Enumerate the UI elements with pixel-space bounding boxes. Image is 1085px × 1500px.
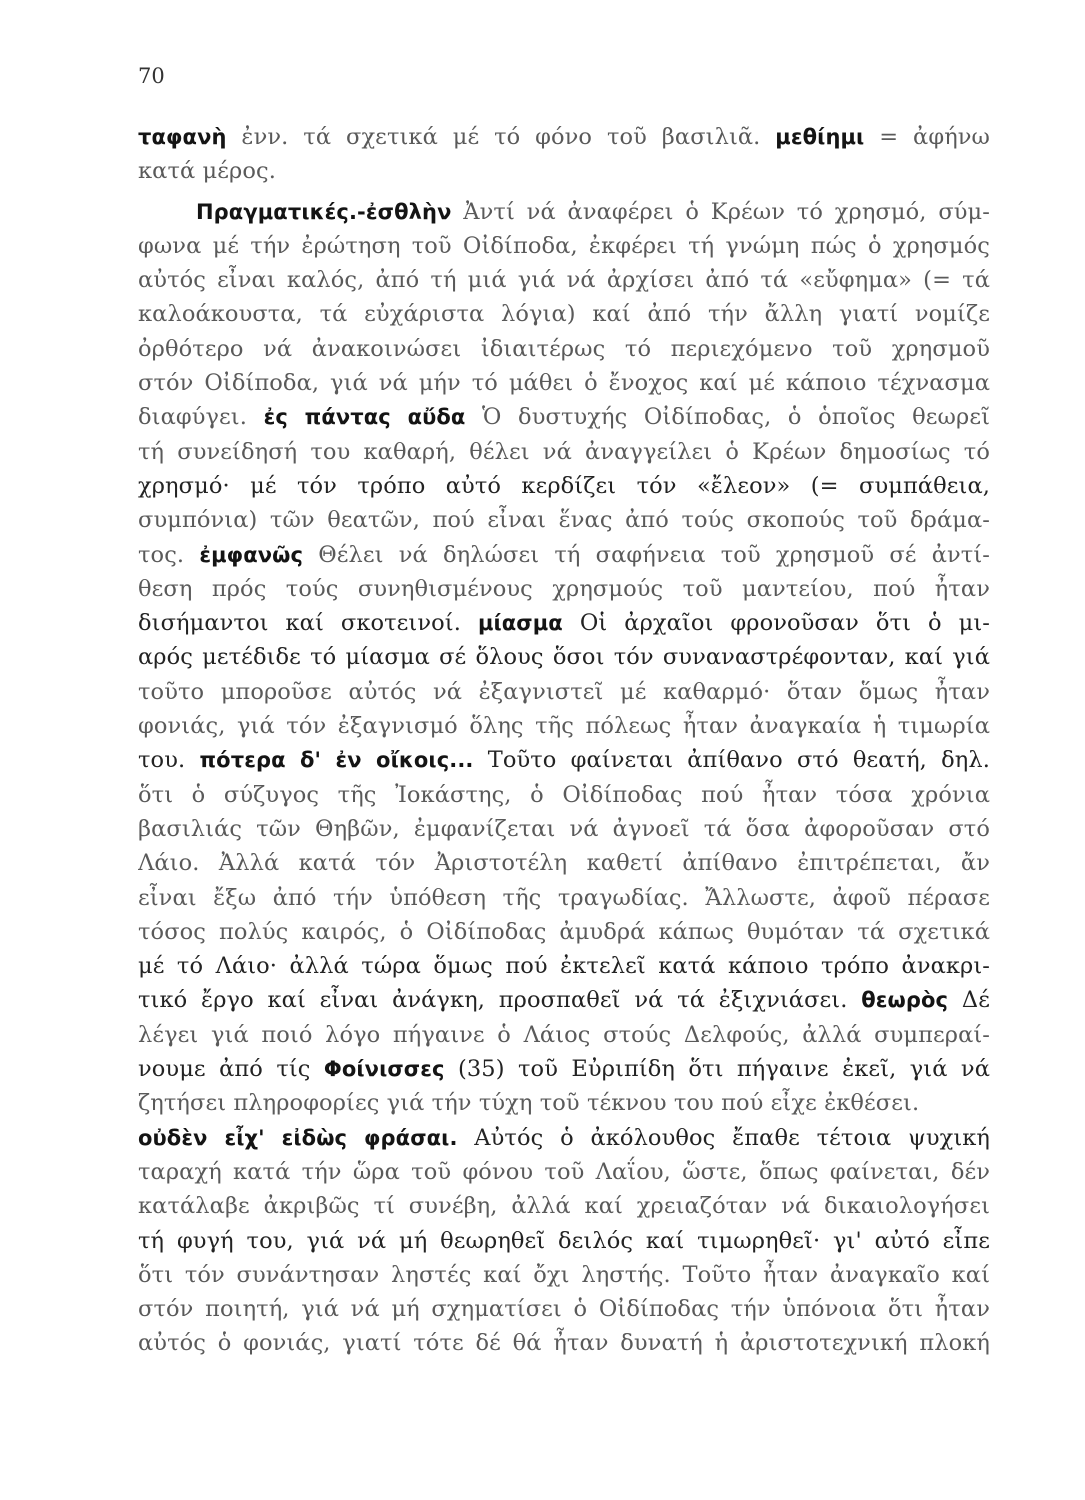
- text-line: [138, 195, 990, 229]
- text-run: Δέ: [948, 987, 990, 1014]
- text-run: ταραχή κατά τήν ὥρα τοῦ φόνου τοῦ Λαΐου, ὥστε, ὅπως φαίνεται, δέν: [138, 1158, 990, 1185]
- text-run: ὅτι τόν συνάντησαν ληστές καί ὄχι ληστής. Τοῦτο ἦταν ἀναγκαῖο καί: [138, 1261, 990, 1288]
- text-line: [138, 743, 990, 777]
- page-number: 70: [138, 64, 165, 88]
- text-run: φονιάς, γιά τόν ἐξαγνισμό ὅλης τῆς πόλεως ἦταν ἀναγκαία ἡ τιμωρία: [138, 713, 990, 740]
- text-line: [138, 1086, 990, 1120]
- text-line: [138, 812, 990, 846]
- text-line: [138, 503, 990, 537]
- text-line: [138, 332, 990, 366]
- lemma-keyword: μεθίημι: [775, 125, 865, 149]
- text-line: [138, 915, 990, 949]
- text-line: [138, 675, 990, 709]
- text-line: [138, 709, 990, 743]
- text-line: [138, 881, 990, 915]
- text-line: [138, 366, 990, 400]
- text-run: Τοῦτο φαίνεται ἀπίθανο στό θεατή, δηλ.: [473, 747, 990, 774]
- text-line: [138, 640, 990, 674]
- text-line: [138, 1121, 990, 1155]
- text-line: [138, 1224, 990, 1258]
- text-run: διαφύγει.: [138, 404, 264, 431]
- text-line: [138, 400, 990, 434]
- text-line: [138, 1018, 990, 1052]
- lemma-keyword: ταφανὴ: [138, 125, 227, 149]
- text-run: Αὐτός ὁ ἀκόλουθος ἔπαθε τέτοια ψυχική: [457, 1124, 990, 1151]
- text-line: [138, 1155, 990, 1189]
- text-line: [138, 983, 990, 1017]
- text-run: λέγει γιά ποιό λόγο πήγαινε ὁ Λάιος στούς Δελφούς, ἀλλά συμπεραί-: [138, 1021, 990, 1048]
- text-run: δισήμαντοι καί σκοτεινοί.: [138, 610, 478, 637]
- text-run: ζητήσει πληροφορίες γιά τήν τύχη τοῦ τέκνου του πού εἶχε ἐκθέσει.: [138, 1090, 920, 1117]
- text-run: στόν Οἰδίποδα, γιά νά μήν τό μάθει ὁ ἔνοχος καί μέ κάποιο τέχνασμα: [138, 370, 990, 397]
- text-run: αὐτός ὁ φονιάς, γιατί τότε δέ θά ἦταν δυνατή ἡ ἀριστοτεχνική πλοκή: [138, 1330, 990, 1357]
- lemma-keyword: Φοίνισσες: [323, 1057, 445, 1082]
- lemma-keyword: Πραγματικές.-ἐσθλὴν: [196, 199, 452, 224]
- text-run: νουμε ἀπό τίς: [138, 1056, 324, 1083]
- text-run: Οἱ ἀρχαῖοι φρονοῦσαν ὅτι ὁ μι-: [562, 610, 990, 637]
- lemma-keyword: μίασμα: [477, 611, 563, 636]
- text-run: ὅτι ὁ σύζυγος τῆς Ἰοκάστης, ὁ Οἰδίποδας πού ἦταν τόσα χρόνια: [138, 781, 990, 808]
- text-run: ἐνν. τά σχετικά μέ τό φόνο τοῦ βασιλιᾶ.: [226, 124, 776, 150]
- text-run: στόν ποιητή, γιά νά μή σχηματίσει ὁ Οἰδίποδας τήν ὑπόνοια ὅτι ἦταν: [138, 1296, 990, 1323]
- text-run: εἶναι ἔξω ἀπό τήν ὑπόθεση τῆς τραγωδίας. Ἄλλωστε, ἀφοῦ πέρασε: [138, 884, 990, 911]
- text-line: [138, 538, 990, 572]
- text-line: [138, 1189, 990, 1223]
- text-run: = ἀφήνω: [864, 124, 990, 150]
- text-run: χρησμό· μέ τόν τρόπο αὐτό κερδίζει τόν «ἔλεον» (= συμπάθεια,: [138, 472, 990, 499]
- text-line: [138, 778, 990, 812]
- text-run: Λάιο. Ἀλλά κατά τόν Ἀριστοτέλη καθετί ἀπίθανο ἐπιτρέπεται, ἄν: [138, 850, 990, 877]
- text-run: Ὁ δυστυχής Οἰδίποδας, ὁ ὁποῖος θεωρεῖ: [465, 404, 990, 431]
- text-line: [138, 154, 990, 188]
- text-run: κατά μέρος.: [138, 158, 276, 185]
- text-line: [138, 572, 990, 606]
- text-run: (35) τοῦ Εὐριπίδη ὅτι πήγαινε ἐκεῖ, γιά νά: [444, 1056, 990, 1083]
- text-run: του.: [138, 747, 200, 774]
- text-run: τή συνείδησή του καθαρή, θέλει νά ἀναγγείλει ὁ Κρέων δημοσίως τό: [138, 438, 990, 465]
- lemma-keyword: ἐς πάντας αὔδα: [263, 405, 466, 430]
- text-line: [138, 435, 990, 469]
- text-line: [138, 229, 990, 263]
- text-line: [138, 263, 990, 297]
- text-line: [138, 1052, 990, 1086]
- lemma-keyword: θεωρὸς: [861, 988, 949, 1013]
- text-run: μέ τό Λάιο· ἀλλά τώρα ὅμως πού ἐκτελεῖ κατά κάποιο τρόπο ἀνακρι-: [138, 953, 990, 980]
- text-run: καλοάκουστα, τά εὐχάριστα λόγια) καί ἀπό τήν ἄλλη γιατί νομίζε: [138, 301, 990, 328]
- lemma-keyword: πότερα δ' ἐν οἴκοις...: [199, 748, 474, 773]
- text-line: [138, 1326, 990, 1360]
- text-run: φωνα μέ τήν ἐρώτηση τοῦ Οἰδίποδα, ἐκφέρει τή γνώμη πώς ὁ χρησμός: [138, 232, 990, 259]
- text-run: τή φυγή του, γιά νά μή θεωρηθεῖ δειλός καί τιμωρηθεῖ· γι' αὐτό εἶπε: [138, 1227, 990, 1254]
- text-line: [138, 297, 990, 331]
- text-run: ὀρθότερο νά ἀνακοινώσει ἰδιαιτέρως τό περιεχόμενο τοῦ χρησμοῦ: [138, 335, 990, 362]
- text-run: τικό ἔργο καί εἶναι ἀνάγκη, προσπαθεῖ νά τά ἐξιχνιάσει.: [138, 987, 862, 1014]
- text-line: [138, 469, 990, 503]
- text-line: [138, 1292, 990, 1326]
- lemma-keyword: ἐμφανῶς: [199, 542, 304, 567]
- text-run: αρός μετέδιδε τό μίασμα σέ ὅλους ὅσοι τόν συναναστρέφονταν, καί γιά: [138, 644, 990, 671]
- lemma-keyword: οὐδὲν εἶχ' εἰδὼς φράσαι.: [138, 1125, 458, 1150]
- text-run: θεση πρός τούς συνηθισμένους χρησμούς τοῦ μαντείου, πού ἦταν: [138, 575, 990, 602]
- text-run: αὐτός εἶναι καλός, ἀπό τή μιά γιά νά ἀρχίσει ἀπό τά «εὔφημα» (= τά: [138, 267, 990, 294]
- commentary-text: [138, 120, 990, 1361]
- text-run: τος.: [138, 541, 200, 568]
- text-run: συμπόνια) τῶν θεατῶν, πού εἶναι ἕνας ἀπό τούς σκοπούς τοῦ δράμα-: [138, 507, 990, 534]
- text-line: [138, 846, 990, 880]
- text-line: [138, 949, 990, 983]
- text-run: Θέλει νά δηλώσει τή σαφήνεια τοῦ χρησμοῦ σέ ἀντί-: [303, 541, 990, 568]
- text-run: βασιλιάς τῶν Θηβῶν, ἐμφανίζεται νά ἀγνοεῖ τά ὅσα ἀφοροῦσαν στό: [138, 815, 990, 842]
- text-run: τόσος πολύς καιρός, ὁ Οἰδίποδας ἀμυδρά κάπως θυμόταν τά σχετικά: [138, 918, 990, 945]
- text-line: [138, 1258, 990, 1292]
- text-run: τοῦτο μποροῦσε αὐτός νά ἐξαγνιστεῖ μέ καθαρμό· ὅταν ὅμως ἦταν: [138, 678, 990, 705]
- text-run: Ἀντί νά ἀναφέρει ὁ Κρέων τό χρησμό, σύμ-: [451, 198, 990, 225]
- text-run: κατάλαβε ἀκριβῶς τί συνέβη, ἀλλά καί χρειαζόταν νά δικαιολογήσει: [138, 1193, 990, 1220]
- text-line: [138, 120, 990, 154]
- text-line: [138, 606, 990, 640]
